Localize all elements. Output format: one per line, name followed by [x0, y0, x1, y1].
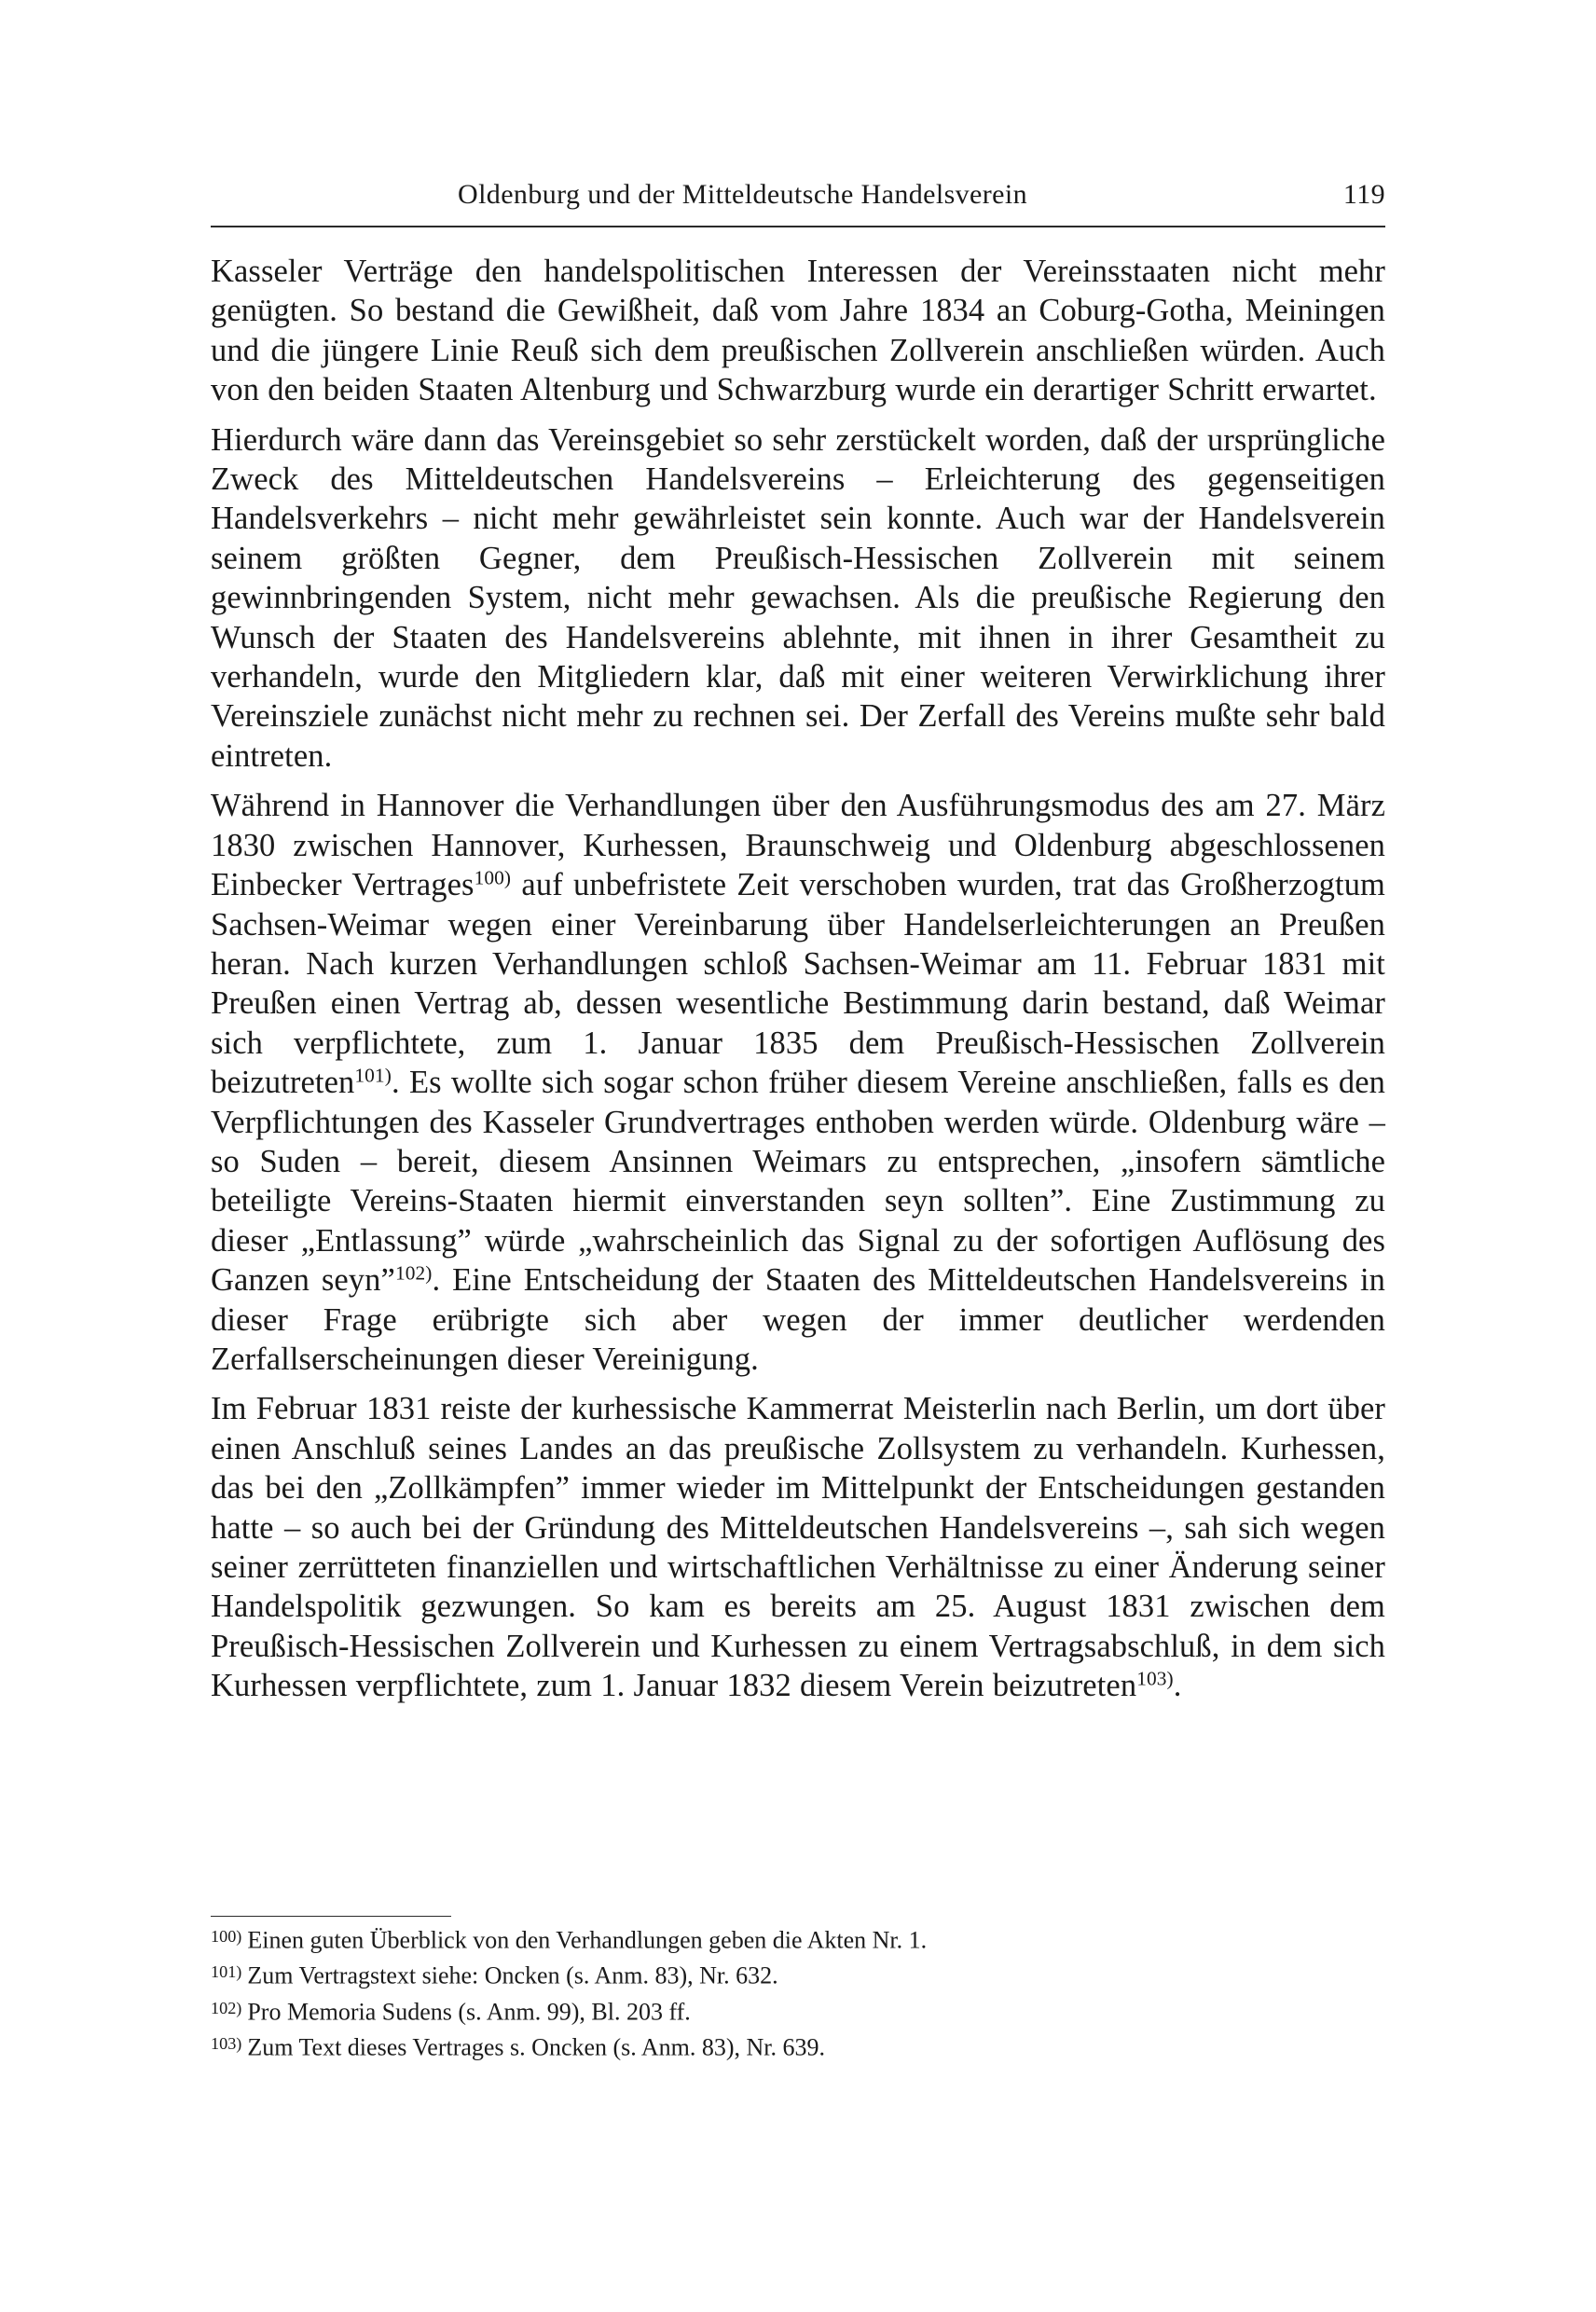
paragraph-text: . Es wollte sich sogar schon früher diesem Vereine anschließen, falls es den Verpflichtungen des Kasseler Grundvertrages enthoben werden würde. Oldenburg wäre – so Suden – bereit, diesem Ansinnen Weimars zu entsprechen, „insofern sämtliche beteiligte Vereins-Staaten hiermit einverstanden seyn sollten”. Eine Zustimmung zu dieser „Entlassung” würde „wahrscheinlich das Signal zu der sofortigen Auflösung des Ganzen seyn” [211, 1065, 1385, 1299]
running-title: Oldenburg und der Mitteldeutsche Handelsverein [458, 179, 1028, 210]
paragraph-text: auf unbefristete Zeit verschoben wurden, trat das Großherzogtum Sachsen-Weimar wegen einer Vereinbarung über Handelserleichterungen an Preußen heran. Nach kurzen Verhandlungen schloß Sachsen-Weimar am 11. Februar 1831 mit Preußen einen Vertrag ab, dessen wesentliche Bestimmung darin bestand, daß Weimar sich verpflichtete, zum 1. Januar 1835 dem Preußisch-Hessischen Zollverein beizutreten [211, 867, 1385, 1101]
footnote-text: Pro Memoria Sudens (s. Anm. 99), Bl. 203 ff. [247, 1998, 691, 2026]
footnote-mark: 103) [211, 2034, 242, 2054]
footnote-100 [211, 1920, 1385, 1956]
paragraph-text: Während in Hannover die Verhandlungen über den Ausführungsmodus des am 27. März 1830 zwischen Hannover, Kurhessen, Braunschweig und Oldenburg abgeschlossenen Einbecker Vertrages [211, 788, 1385, 903]
footnote-text: Einen guten Überblick von den Verhandlungen geben die Akten Nr. 1. [247, 1926, 928, 1954]
footnote-mark: 102) [211, 1998, 242, 2017]
footnote-ref-103: 103) [1136, 1667, 1174, 1690]
paragraph-text: Kasseler Verträge den handelspolitischen Interessen der Vereinsstaaten nicht mehr genügten. So bestand die Gewißheit, daß vom Jahre 1834 an Coburg-Gotha, Meiningen und die jüngere Linie Reuß sich dem preußischen Zollverein anschließen würden. Auch von den beiden Staaten Altenburg und Schwarzburg wurde ein derartiger Schritt erwartet. [211, 254, 1385, 408]
paragraph-text: . Eine Entscheidung der Staaten des Mitteldeutschen Handelsvereins in dieser Frage erübrigte sich aber wegen der immer deutlicher werdenden Zerfallserscheinungen dieser Vereinigung. [211, 1262, 1386, 1377]
footnote-rule [211, 1916, 451, 1917]
page-number: 119 [1342, 179, 1385, 210]
footnote-103 [211, 2028, 1385, 2063]
footnote-102 [211, 1992, 1385, 2028]
footnote-text: Zum Text dieses Vertrages s. Oncken (s. Anm. 83), Nr. 639. [247, 2033, 826, 2061]
footnote-101 [211, 1956, 1385, 1991]
footnotes [211, 1920, 1385, 2063]
footnote-ref-102: 102) [394, 1261, 433, 1285]
footnote-mark: 100) [211, 1927, 242, 1946]
footnote-ref-101: 101) [354, 1064, 392, 1087]
paragraph-text: Im Februar 1831 reiste der kurhessische Kammerrat Meisterlin nach Berlin, um dort über einen Anschluß seines Landes an das preußische Zollsystem zu verhandeln. Kurhessen, das bei den „Zollkämpfen” immer wieder im Mittelpunkt der Entscheidungen gestanden hatte – so auch bei der Gründung des Mitteldeutschen Handelsvereins –, sah sich wegen seiner zerrütteten finanziellen und wirtschaftlichen Verhältnisse zu einer Änderung seiner Handelspolitik gezwungen. So kam es bereits am 25. August 1831 zwischen dem Preußisch-Hessischen Zollverein und Kurhessen zu einem Vertragsabschluß, in dem sich Kurhessen verpflichtete, zum 1. Januar 1832 diesem Verein beizutreten [211, 1391, 1385, 1704]
running-head [211, 172, 1385, 218]
footnote-ref-100: 100) [474, 866, 512, 889]
paragraph-4 [211, 1389, 1385, 1705]
paragraph-text: Hierdurch wäre dann das Vereinsgebiet so sehr zerstückelt worden, daß der ursprüngliche Zweck des Mitteldeutschen Handelsvereins – Erleichterung des gegenseitigen Handelsverkehrs – nicht mehr gewährleistet sein konnte. Auch war der Handelsverein seinem größten Gegner, dem Preußisch-Hessischen Zollverein mit seinem gewinnbringenden System, nicht mehr gewachsen. Als die preußische Regierung den Wunsch der Staaten des Handelsvereins ablehnte, mit ihnen in ihrer Gesamtheit zu verhandeln, wurde den Mitgliedern klar, daß mit einer weiteren Verwirklichung ihrer Vereinsziele zunächst nicht mehr zu rechnen sei. Der Zerfall des Vereins mußte sehr bald eintreten. [211, 421, 1385, 774]
footnote-mark: 101) [211, 1962, 242, 1982]
paragraph-2 [211, 420, 1385, 777]
footnote-text: Zum Vertragstext siehe: Oncken (s. Anm. 83), Nr. 632. [247, 1961, 778, 1989]
paragraph-text: . [1173, 1668, 1182, 1704]
paragraph-1 [211, 252, 1385, 410]
paragraph-3 [211, 786, 1385, 1379]
header-rule [211, 226, 1385, 227]
body-text [211, 252, 1385, 1716]
